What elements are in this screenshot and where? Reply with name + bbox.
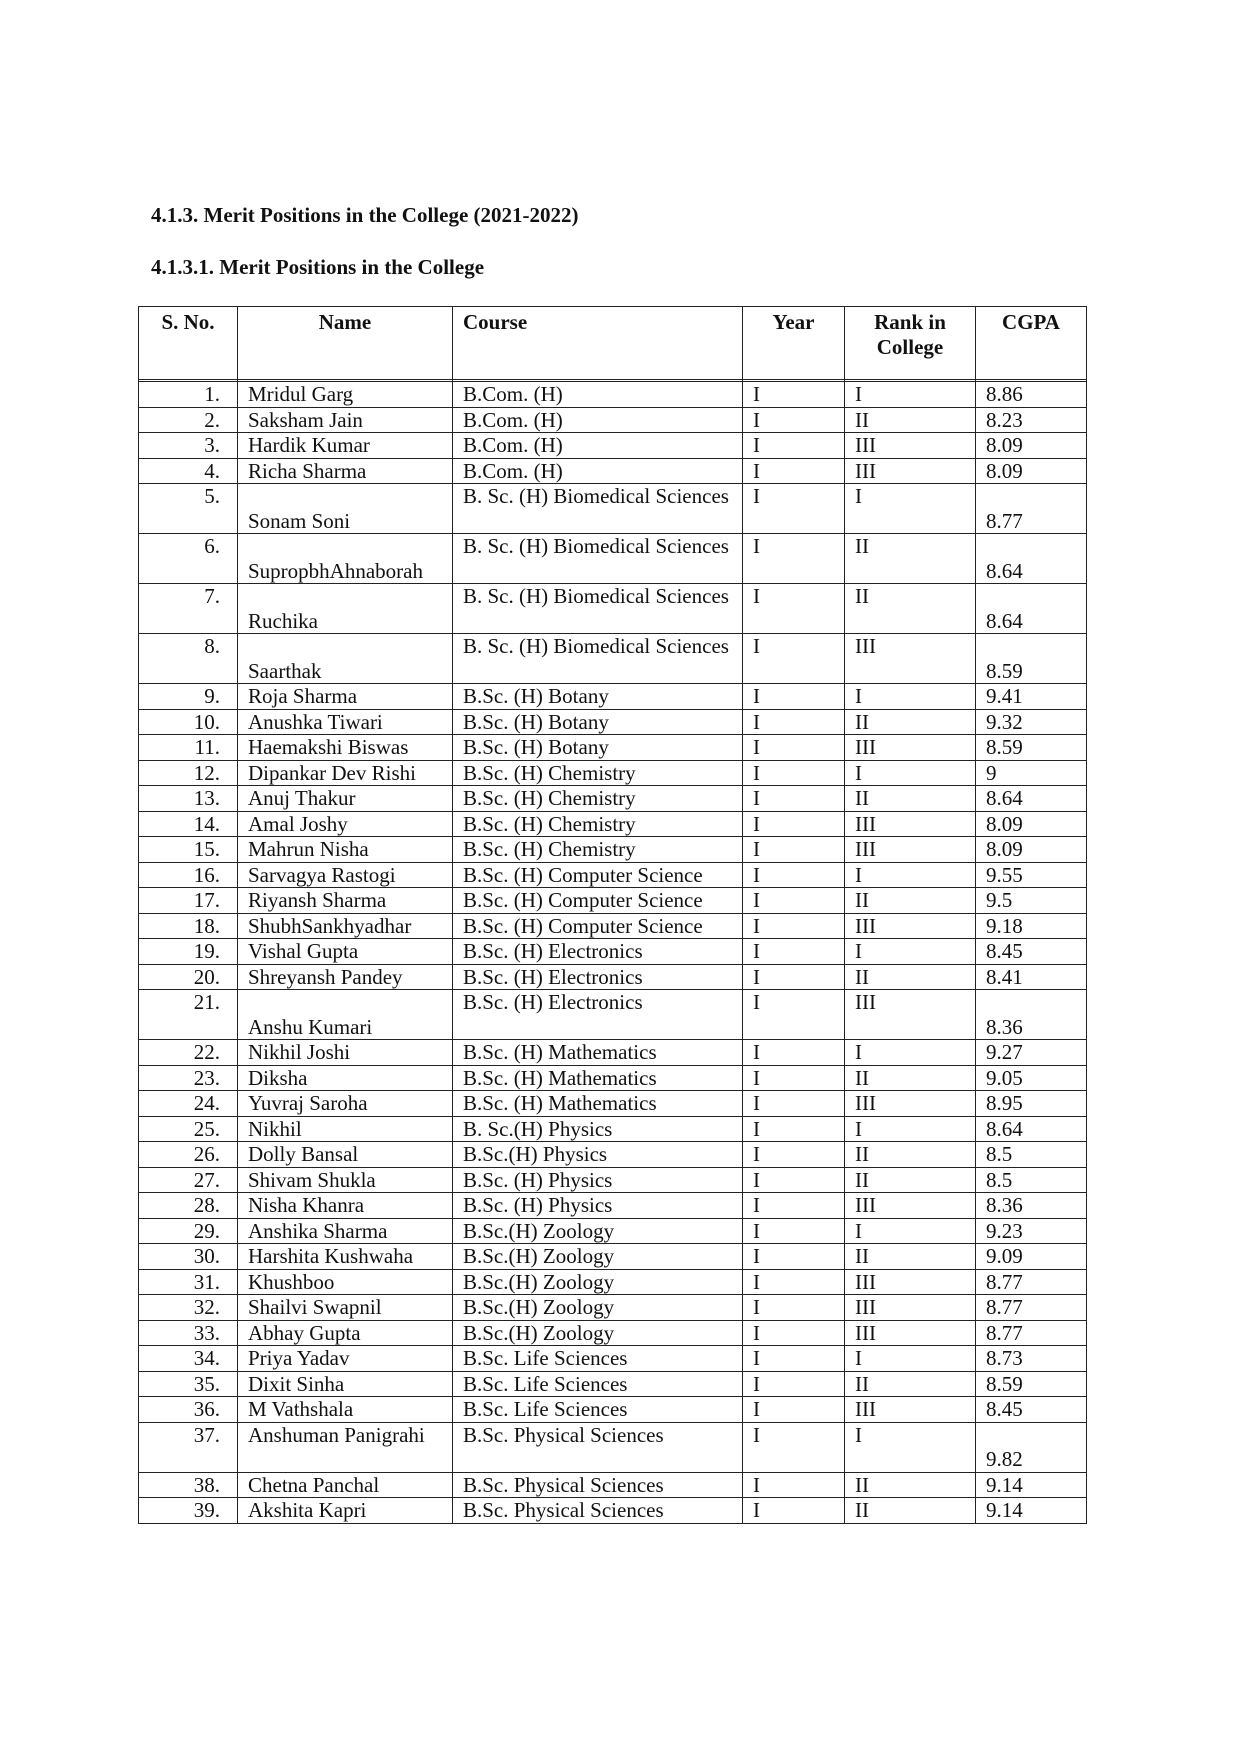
cell-course: B.Com. (H) [453, 407, 743, 433]
cell-course: B.Sc.(H) Zoology [453, 1244, 743, 1270]
table-row [139, 1142, 1087, 1168]
cell-year: I [743, 990, 845, 1040]
cell-course: B.Sc. Life Sciences [453, 1397, 743, 1423]
cell-course: B.Sc. Physical Sciences [453, 1498, 743, 1524]
table-row [139, 1346, 1087, 1372]
cell-sno: 25. [139, 1116, 238, 1142]
table-row [139, 1167, 1087, 1193]
cell-name: Diksha [238, 1065, 453, 1091]
cell-year: I [743, 1269, 845, 1295]
cell-course: B.Com. (H) [453, 382, 743, 408]
cell-year: I [743, 1244, 845, 1270]
cell-year: I [743, 1193, 845, 1219]
header-cgpa: CGPA [976, 307, 1087, 380]
cell-sno: 12. [139, 760, 238, 786]
cell-sno: 1. [139, 382, 238, 408]
cell-cgpa: 8.36 [976, 1193, 1087, 1219]
cell-cgpa: 8.09 [976, 433, 1087, 459]
cell-sno: 14. [139, 811, 238, 837]
cell-name: Anshika Sharma [238, 1218, 453, 1244]
cell-rank: II [845, 709, 976, 735]
header-year: Year [743, 307, 845, 380]
cell-rank: III [845, 990, 976, 1040]
cell-rank: II [845, 1244, 976, 1270]
cell-name: Nikhil [238, 1116, 453, 1142]
cell-cgpa: 8.64 [976, 584, 1087, 634]
header-rank: Rank in College [845, 307, 976, 380]
cell-year: I [743, 634, 845, 684]
cell-rank: II [845, 1142, 976, 1168]
cell-rank: III [845, 1295, 976, 1321]
table-row [139, 1397, 1087, 1423]
cell-course: B. Sc.(H) Physics [453, 1116, 743, 1142]
table-row [139, 990, 1087, 1040]
header-sno: S. No. [139, 307, 238, 380]
cell-cgpa: 8.36 [976, 990, 1087, 1040]
cell-name: Dipankar Dev Rishi [238, 760, 453, 786]
cell-name: Anshuman Panigrahi [238, 1422, 453, 1472]
cell-course: B.Sc. (H) Electronics [453, 939, 743, 965]
table-row [139, 786, 1087, 812]
cell-sno: 7. [139, 584, 238, 634]
cell-cgpa: 8.64 [976, 534, 1087, 584]
cell-rank: I [845, 862, 976, 888]
cell-rank: III [845, 433, 976, 459]
cell-cgpa: 9.14 [976, 1472, 1087, 1498]
cell-year: I [743, 1116, 845, 1142]
cell-course: B.Sc. Life Sciences [453, 1346, 743, 1372]
cell-name: Anushka Tiwari [238, 709, 453, 735]
cell-year: I [743, 684, 845, 710]
cell-course: B.Sc. (H) Botany [453, 709, 743, 735]
cell-sno: 11. [139, 735, 238, 761]
table-row [139, 1472, 1087, 1498]
cell-year: I [743, 1498, 845, 1524]
table-row [139, 1116, 1087, 1142]
table-row [139, 684, 1087, 710]
cell-sno: 16. [139, 862, 238, 888]
cell-year: I [743, 382, 845, 408]
cell-sno: 5. [139, 484, 238, 534]
table-row [139, 1244, 1087, 1270]
table-row [139, 534, 1087, 584]
cell-cgpa: 8.23 [976, 407, 1087, 433]
cell-rank: I [845, 684, 976, 710]
cell-sno: 33. [139, 1320, 238, 1346]
cell-year: I [743, 1295, 845, 1321]
cell-year: I [743, 1091, 845, 1117]
cell-course: B.Sc. (H) Mathematics [453, 1091, 743, 1117]
cell-sno: 18. [139, 913, 238, 939]
table-row [139, 709, 1087, 735]
cell-year: I [743, 811, 845, 837]
cell-sno: 35. [139, 1371, 238, 1397]
cell-course: B.Sc.(H) Physics [453, 1142, 743, 1168]
cell-name: Abhay Gupta [238, 1320, 453, 1346]
cell-year: I [743, 1065, 845, 1091]
cell-name: Yuvraj Saroha [238, 1091, 453, 1117]
section-heading: 4.1.3. Merit Positions in the College (2021-2022) [151, 203, 579, 227]
cell-rank: III [845, 837, 976, 863]
cell-rank: II [845, 1498, 976, 1524]
cell-sno: 38. [139, 1472, 238, 1498]
cell-rank: III [845, 913, 976, 939]
cell-course: B.Com. (H) [453, 433, 743, 459]
cell-year: I [743, 913, 845, 939]
cell-cgpa: 8.86 [976, 382, 1087, 408]
cell-sno: 34. [139, 1346, 238, 1372]
cell-name: Anshu Kumari [238, 990, 453, 1040]
cell-year: I [743, 584, 845, 634]
cell-cgpa: 8.77 [976, 1269, 1087, 1295]
cell-sno: 8. [139, 634, 238, 684]
table-row [139, 1498, 1087, 1524]
merit-table [138, 306, 1087, 1524]
table-row [139, 811, 1087, 837]
cell-course: B.Sc. (H) Botany [453, 735, 743, 761]
cell-rank: II [845, 1167, 976, 1193]
cell-cgpa: 9.18 [976, 913, 1087, 939]
cell-cgpa: 8.77 [976, 1320, 1087, 1346]
cell-sno: 28. [139, 1193, 238, 1219]
cell-rank: II [845, 786, 976, 812]
header-name: Name [238, 307, 453, 380]
table-row [139, 1040, 1087, 1066]
cell-cgpa: 8.09 [976, 811, 1087, 837]
table-row [139, 888, 1087, 914]
subsection-heading: 4.1.3.1. Merit Positions in the College [151, 255, 485, 279]
cell-name: Nikhil Joshi [238, 1040, 453, 1066]
cell-cgpa: 9.32 [976, 709, 1087, 735]
cell-cgpa: 8.73 [976, 1346, 1087, 1372]
cell-name: Chetna Panchal [238, 1472, 453, 1498]
cell-name: Richa Sharma [238, 458, 453, 484]
table-row [139, 1295, 1087, 1321]
cell-cgpa: 8.09 [976, 837, 1087, 863]
cell-year: I [743, 484, 845, 534]
cell-cgpa: 9 [976, 760, 1087, 786]
table-row [139, 1091, 1087, 1117]
cell-cgpa: 8.64 [976, 786, 1087, 812]
cell-name: Sarvagya Rastogi [238, 862, 453, 888]
cell-rank: III [845, 811, 976, 837]
cell-cgpa: 9.5 [976, 888, 1087, 914]
cell-year: I [743, 786, 845, 812]
cell-rank: I [845, 1346, 976, 1372]
cell-sno: 24. [139, 1091, 238, 1117]
cell-cgpa: 8.45 [976, 939, 1087, 965]
cell-sno: 21. [139, 990, 238, 1040]
cell-sno: 4. [139, 458, 238, 484]
cell-year: I [743, 534, 845, 584]
table-row [139, 913, 1087, 939]
cell-course: B.Com. (H) [453, 458, 743, 484]
cell-course: B.Sc. (H) Electronics [453, 964, 743, 990]
cell-cgpa: 8.95 [976, 1091, 1087, 1117]
cell-name: Vishal Gupta [238, 939, 453, 965]
cell-sno: 23. [139, 1065, 238, 1091]
table-row [139, 634, 1087, 684]
cell-sno: 32. [139, 1295, 238, 1321]
cell-name: Riyansh Sharma [238, 888, 453, 914]
cell-year: I [743, 1371, 845, 1397]
cell-name: Anuj Thakur [238, 786, 453, 812]
cell-sno: 9. [139, 684, 238, 710]
cell-name: Amal Joshy [238, 811, 453, 837]
cell-course: B.Sc. Physical Sciences [453, 1422, 743, 1472]
cell-name: Mridul Garg [238, 382, 453, 408]
cell-year: I [743, 1218, 845, 1244]
cell-name: Saksham Jain [238, 407, 453, 433]
cell-sno: 39. [139, 1498, 238, 1524]
cell-name: Ruchika [238, 584, 453, 634]
cell-sno: 6. [139, 534, 238, 584]
cell-name: Hardik Kumar [238, 433, 453, 459]
cell-sno: 22. [139, 1040, 238, 1066]
cell-sno: 19. [139, 939, 238, 965]
cell-name: Saarthak [238, 634, 453, 684]
cell-sno: 31. [139, 1269, 238, 1295]
cell-rank: II [845, 407, 976, 433]
cell-course: B. Sc. (H) Biomedical Sciences [453, 484, 743, 534]
cell-name: SupropbhAhnaborah [238, 534, 453, 584]
cell-cgpa: 8.5 [976, 1142, 1087, 1168]
table-row [139, 735, 1087, 761]
cell-sno: 10. [139, 709, 238, 735]
cell-course: B.Sc. (H) Computer Science [453, 913, 743, 939]
table-row [139, 964, 1087, 990]
cell-cgpa: 8.5 [976, 1167, 1087, 1193]
cell-course: B.Sc. (H) Physics [453, 1193, 743, 1219]
cell-rank: III [845, 1193, 976, 1219]
cell-cgpa: 9.55 [976, 862, 1087, 888]
cell-cgpa: 8.45 [976, 1397, 1087, 1423]
cell-course: B.Sc. Life Sciences [453, 1371, 743, 1397]
cell-rank: I [845, 1218, 976, 1244]
cell-cgpa: 8.59 [976, 634, 1087, 684]
cell-name: Haemakshi Biswas [238, 735, 453, 761]
cell-year: I [743, 1346, 845, 1372]
cell-year: I [743, 433, 845, 459]
cell-name: Priya Yadav [238, 1346, 453, 1372]
cell-sno: 37. [139, 1422, 238, 1472]
table-row [139, 1320, 1087, 1346]
cell-sno: 2. [139, 407, 238, 433]
cell-cgpa: 9.27 [976, 1040, 1087, 1066]
cell-rank: III [845, 1320, 976, 1346]
table-row [139, 1193, 1087, 1219]
cell-name: Shreyansh Pandey [238, 964, 453, 990]
cell-year: I [743, 407, 845, 433]
cell-name: Roja Sharma [238, 684, 453, 710]
cell-course: B.Sc. (H) Electronics [453, 990, 743, 1040]
cell-year: I [743, 1320, 845, 1346]
cell-year: I [743, 964, 845, 990]
table-row [139, 407, 1087, 433]
cell-sno: 15. [139, 837, 238, 863]
cell-year: I [743, 760, 845, 786]
cell-year: I [743, 1040, 845, 1066]
header-course: Course [453, 307, 743, 380]
cell-name: Dixit Sinha [238, 1371, 453, 1397]
cell-year: I [743, 1422, 845, 1472]
cell-cgpa: 9.09 [976, 1244, 1087, 1270]
cell-course: B.Sc. (H) Chemistry [453, 786, 743, 812]
cell-rank: II [845, 1371, 976, 1397]
table-body [139, 380, 1087, 1524]
cell-name: ShubhSankhyadhar [238, 913, 453, 939]
cell-sno: 13. [139, 786, 238, 812]
table-row [139, 1065, 1087, 1091]
cell-course: B.Sc. (H) Mathematics [453, 1065, 743, 1091]
table-row [139, 1218, 1087, 1244]
cell-rank: III [845, 1397, 976, 1423]
cell-course: B.Sc.(H) Zoology [453, 1269, 743, 1295]
cell-sno: 30. [139, 1244, 238, 1270]
cell-cgpa: 8.41 [976, 964, 1087, 990]
cell-year: I [743, 837, 845, 863]
table-row [139, 760, 1087, 786]
table-row [139, 433, 1087, 459]
table-row [139, 458, 1087, 484]
table-row [139, 382, 1087, 408]
table-row [139, 939, 1087, 965]
cell-cgpa: 9.41 [976, 684, 1087, 710]
cell-course: B.Sc. (H) Botany [453, 684, 743, 710]
table-row [139, 584, 1087, 634]
cell-rank: II [845, 888, 976, 914]
cell-sno: 20. [139, 964, 238, 990]
cell-year: I [743, 709, 845, 735]
table-row [139, 1269, 1087, 1295]
cell-year: I [743, 1142, 845, 1168]
cell-rank: I [845, 484, 976, 534]
cell-sno: 36. [139, 1397, 238, 1423]
cell-rank: III [845, 1091, 976, 1117]
cell-name: Akshita Kapri [238, 1498, 453, 1524]
cell-course: B.Sc. Physical Sciences [453, 1472, 743, 1498]
table-row [139, 1371, 1087, 1397]
cell-year: I [743, 939, 845, 965]
cell-course: B. Sc. (H) Biomedical Sciences [453, 634, 743, 684]
cell-cgpa: 9.82 [976, 1422, 1087, 1472]
table-row [139, 484, 1087, 534]
cell-cgpa: 9.05 [976, 1065, 1087, 1091]
cell-course: B.Sc. (H) Physics [453, 1167, 743, 1193]
cell-rank: I [845, 382, 976, 408]
cell-name: Shailvi Swapnil [238, 1295, 453, 1321]
cell-sno: 27. [139, 1167, 238, 1193]
cell-rank: III [845, 735, 976, 761]
cell-course: B.Sc.(H) Zoology [453, 1218, 743, 1244]
cell-course: B.Sc.(H) Zoology [453, 1295, 743, 1321]
cell-course: B.Sc. (H) Chemistry [453, 837, 743, 863]
cell-cgpa: 8.09 [976, 458, 1087, 484]
cell-cgpa: 8.77 [976, 1295, 1087, 1321]
cell-rank: I [845, 1116, 976, 1142]
cell-year: I [743, 1167, 845, 1193]
cell-course: B.Sc. (H) Mathematics [453, 1040, 743, 1066]
cell-rank: II [845, 1065, 976, 1091]
cell-name: Shivam Shukla [238, 1167, 453, 1193]
cell-rank: II [845, 964, 976, 990]
cell-cgpa: 9.23 [976, 1218, 1087, 1244]
cell-name: Harshita Kushwaha [238, 1244, 453, 1270]
cell-cgpa: 8.59 [976, 1371, 1087, 1397]
cell-rank: II [845, 584, 976, 634]
table-header-row [139, 307, 1087, 380]
cell-year: I [743, 458, 845, 484]
cell-year: I [743, 862, 845, 888]
cell-name: Mahrun Nisha [238, 837, 453, 863]
cell-year: I [743, 888, 845, 914]
cell-rank: III [845, 1269, 976, 1295]
cell-rank: I [845, 1040, 976, 1066]
cell-sno: 17. [139, 888, 238, 914]
cell-year: I [743, 1472, 845, 1498]
cell-rank: I [845, 760, 976, 786]
cell-course: B. Sc. (H) Biomedical Sciences [453, 584, 743, 634]
cell-course: B.Sc. (H) Chemistry [453, 811, 743, 837]
cell-name: M Vathshala [238, 1397, 453, 1423]
cell-rank: I [845, 1422, 976, 1472]
cell-sno: 26. [139, 1142, 238, 1168]
cell-cgpa: 9.14 [976, 1498, 1087, 1524]
cell-cgpa: 8.77 [976, 484, 1087, 534]
table-row [139, 1422, 1087, 1472]
cell-course: B.Sc. (H) Computer Science [453, 888, 743, 914]
cell-sno: 29. [139, 1218, 238, 1244]
cell-rank: II [845, 534, 976, 584]
table-row [139, 862, 1087, 888]
cell-course: B. Sc. (H) Biomedical Sciences [453, 534, 743, 584]
cell-sno: 3. [139, 433, 238, 459]
cell-course: B.Sc. (H) Computer Science [453, 862, 743, 888]
cell-rank: III [845, 458, 976, 484]
cell-rank: I [845, 939, 976, 965]
cell-course: B.Sc.(H) Zoology [453, 1320, 743, 1346]
cell-cgpa: 8.64 [976, 1116, 1087, 1142]
cell-year: I [743, 1397, 845, 1423]
cell-rank: III [845, 634, 976, 684]
cell-year: I [743, 735, 845, 761]
cell-cgpa: 8.59 [976, 735, 1087, 761]
cell-name: Nisha Khanra [238, 1193, 453, 1219]
table-row [139, 837, 1087, 863]
cell-name: Khushboo [238, 1269, 453, 1295]
cell-name: Dolly Bansal [238, 1142, 453, 1168]
cell-course: B.Sc. (H) Chemistry [453, 760, 743, 786]
cell-name: Sonam Soni [238, 484, 453, 534]
cell-rank: II [845, 1472, 976, 1498]
